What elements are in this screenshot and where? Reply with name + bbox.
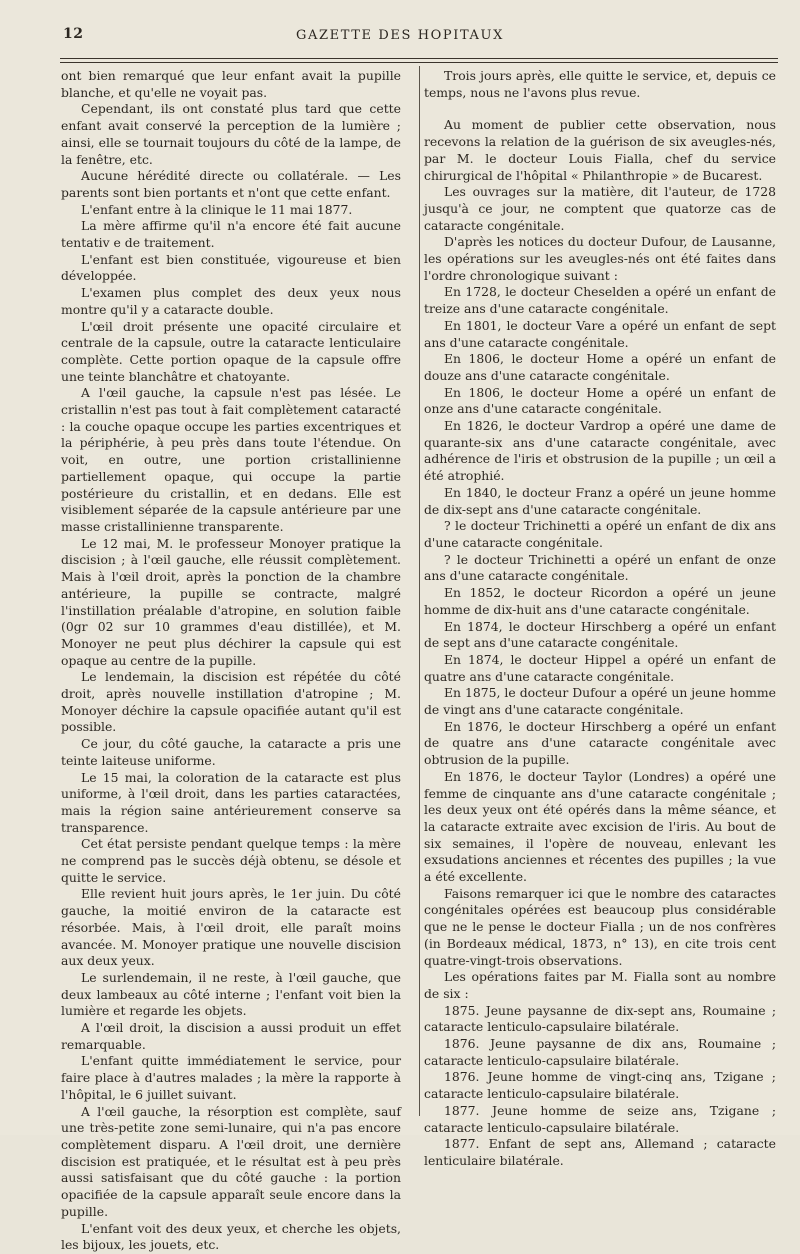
paragraph: En 1875, le docteur Dufour a opéré un jeune homme de vingt ans d'une cataracte congénitale.	[424, 685, 776, 718]
paragraph: Le lendemain, la discision est répétée du côté droit, après nouvelle instillation d'atropine ; M. Monoyer déchire la capsule opacifiée autant qu'il est possible.	[61, 669, 401, 735]
paragraph: Au moment de publier cette observation, nous recevons la relation de la guérison de six aveugles-nés, par M. le docteur Louis Fialla, chef du service chirurgical de l'hôpital « Philanthropie » de Bucarest.	[424, 117, 776, 183]
paragraph: A l'œil droit, la discision a aussi produit un effet remarquable.	[61, 1020, 401, 1052]
paragraph: En 1840, le docteur Franz a opéré un jeune homme de dix-sept ans d'une cataracte congénitale.	[424, 484, 776, 517]
paragraph: ? le docteur Trichinetti a opéré un enfant de onze ans d'une cataracte congénitale.	[424, 551, 776, 584]
header-rule-bottom	[60, 62, 778, 63]
paragraph: Aucune hérédité directe ou collatérale. — Les parents sont bien portants et n'ont que cette enfant.	[61, 168, 401, 200]
paragraph: Les ouvrages sur la matière, dit l'auteur, de 1728 jusqu'à ce jour, ne comptent que quatorze cas de cataracte congénitale.	[424, 184, 776, 233]
paragraph: 1877. Enfant de sept ans, Allemand ; cataracte lenticulaire bilatérale.	[424, 1136, 776, 1168]
paragraph: En 1852, le docteur Ricordon a opéré un jeune homme de dix-huit ans d'une cataracte congénitale.	[424, 585, 776, 617]
journal-title: GAZETTE DES HOPITAUX	[296, 28, 504, 43]
paragraph: L'enfant entre à la clinique le 11 mai 1877.	[81, 201, 353, 217]
paragraph: En 1826, le docteur Vardrop a opéré une dame de quarante-six ans d'une cataracte congénitale, avec adhérence de l'iris et obstrusion de la pupille ; un œil a été atrophié.	[424, 418, 776, 484]
paragraph: Cet état persiste pendant quelque temps : la mère ne comprend pas le succès déjà obtenu, se désole et quitte le service.	[61, 836, 401, 885]
paragraph: Trois jours après, elle quitte le service, et, depuis ce temps, nous ne l'avons plus revue.	[424, 68, 776, 100]
paragraph: Le 12 mai, M. le professeur Monoyer pratique la discision ; à l'œil gauche, elle réussit complètement. Mais à l'œil droit, après la ponction de la chambre antérieure, la pupille se contracte, malgré l'instillation préalable d'atropine, en solution faible (0gr 02 sur 10 grammes d'eau distillée), et M. Monoyer ne peut plus déchirer la capsule qui est opaque au centre de la pupille.	[61, 535, 401, 668]
paragraph: L'enfant est bien constituée, vigoureuse et bien développée.	[61, 251, 401, 284]
paragraph: L'examen plus complet des deux yeux nous montre qu'il y a cataracte double.	[61, 285, 401, 317]
paragraph: 1876. Jeune homme de vingt-cinq ans, Tzigane ; cataracte lenticulo-capsulaire bilatérale.	[424, 1069, 776, 1102]
paragraph: L'enfant quitte immédiatement le service, pour faire place à d'autres malades ; la mère la rapporte à l'hôpital, le 6 juillet suivant.	[61, 1053, 401, 1102]
left-column	[61, 68, 401, 1254]
paragraph: En 1876, le docteur Taylor (Londres) a opéré une femme de cinquante ans d'une cataracte congénitale ; les deux yeux ont été opérés dans la même séance, et la cataracte extraite avec excision de l'iris. Au bout de six semaines, il l'opère de nouveau, enlevant les exsudations anciennes et récentes des pupilles ; la vue a été excellente.	[424, 768, 776, 885]
paragraph: Cependant, ils ont constaté plus tard que cette enfant avait conservé la perception de la lumière ; ainsi, elle se tournait toujours du côté de la lampe, de la fenêtre, etc.	[61, 101, 401, 167]
paragraph: ont bien remarqué que leur enfant avait la pupille blanche, et qu'elle ne voyait pas.	[61, 68, 401, 100]
paragraph: Les opérations faites par M. Fialla sont au nombre de six :	[424, 969, 776, 1001]
column-divider	[419, 66, 420, 1116]
paragraph: Le surlendemain, il ne reste, à l'œil gauche, que deux lambeaux au côté interne ; l'enfant voit bien la lumière et regarde les objets.	[61, 969, 401, 1019]
right-column	[424, 68, 776, 1170]
paragraph: 1876. Jeune paysanne de dix ans, Roumaine ; cataracte lenticulo-capsulaire bilatérale.	[424, 1036, 776, 1068]
paragraph: A l'œil gauche, la résorption est complète, sauf une très-petite zone semi-lunaire, qui n'a pas encore complètement disparu. A l'œil droit, une dernière discision est pratiquée, et le résultat est à peu près aussi satisfaisant que du côté gauche : la portion opacifiée de la capsule apparaît seule encore dans la pupille.	[61, 1103, 401, 1219]
paragraph: La mère affirme qu'il n'a encore été fait aucune tentativ e de traitement.	[61, 218, 401, 251]
paragraph: En 1801, le docteur Vare a opéré un enfant de sept ans d'une cataracte congénitale.	[424, 317, 776, 350]
paragraph: En 1874, le docteur Hippel a opéré un enfant de quatre ans d'une cataracte congénitale.	[424, 651, 776, 684]
page-number: 12	[63, 26, 84, 42]
paragraph: En 1876, le docteur Hirschberg a opéré un enfant de quatre ans d'une cataracte congénitale avec obtrusion de la pupille.	[424, 718, 776, 768]
paragraph: En 1806, le docteur Home a opéré un enfant de douze ans d'une cataracte congénitale.	[424, 351, 776, 383]
header-rule-top	[60, 58, 778, 59]
paragraph: D'après les notices du docteur Dufour, de Lausanne, les opérations sur les aveugles-nés ont été faites dans l'ordre chronologique suivant :	[424, 234, 776, 283]
paragraph: 1875. Jeune paysanne de dix-sept ans, Roumaine ; cataracte lenticulo-capsulaire bilatérale.	[424, 1002, 776, 1035]
paragraph: Le 15 mai, la coloration de la cataracte est plus uniforme, à l'œil droit, dans les parties cataractées, mais la région saine antérieurement conserve sa transparence.	[61, 769, 401, 835]
paragraph: En 1874, le docteur Hirschberg a opéré un enfant de sept ans d'une cataracte congénitale.	[424, 618, 776, 651]
paragraph: ? le docteur Trichinetti a opéré un enfant de dix ans d'une cataracte congénitale.	[424, 518, 776, 550]
paragraph: A l'œil gauche, la capsule n'est pas lésée. Le cristallin n'est pas tout à fait complètement cataracté : la couche opaque occupe les parties excentriques et la périphérie, à peu près dans toute l'étendue. On voit, en outre, une portion cristallinienne partiellement opaque, qui occupe la partie postérieure du cristallin, et en dedans. Elle est visiblement séparée de la capsule antérieure par une masse cristallinienne transparente.	[61, 385, 401, 534]
paragraph: Ce jour, du côté gauche, la cataracte a pris une teinte laiteuse uniforme.	[61, 736, 401, 768]
paragraph: L'enfant voit des deux yeux, et cherche les objets, les bijoux, les jouets, etc.	[61, 1220, 401, 1253]
paragraph: En 1806, le docteur Home a opéré un enfant de onze ans d'une cataracte congénitale.	[424, 384, 776, 417]
paragraph: 1877. Jeune homme de seize ans, Tzigane ; cataracte lenticulo-capsulaire bilatérale.	[424, 1102, 776, 1135]
paragraph: Faisons remarquer ici que le nombre des cataractes congénitales opérées est beaucoup plus considérable que ne le pense le docteur Fialla ; un de nos confrères (in Bordeaux médical, 1873, n° 13), en cite trois cent quatre-vingt-trois observations.	[424, 885, 776, 968]
paragraph: L'œil droit présente une opacité circulaire et centrale de la capsule, outre la cataracte lenticulaire complète. Cette portion opaque de la capsule offre une teinte blanchâtre et chatoyante.	[61, 318, 401, 384]
paragraph: Elle revient huit jours après, le 1er juin. Du côté gauche, la moitié environ de la cataracte est résorbée. Mais, à l'œil droit, elle paraît moins avancée. M. Monoyer pratique une nouvelle discision aux deux yeux.	[61, 886, 401, 969]
paragraph: En 1728, le docteur Cheselden a opéré un enfant de treize ans d'une cataracte congénitale.	[424, 284, 776, 317]
